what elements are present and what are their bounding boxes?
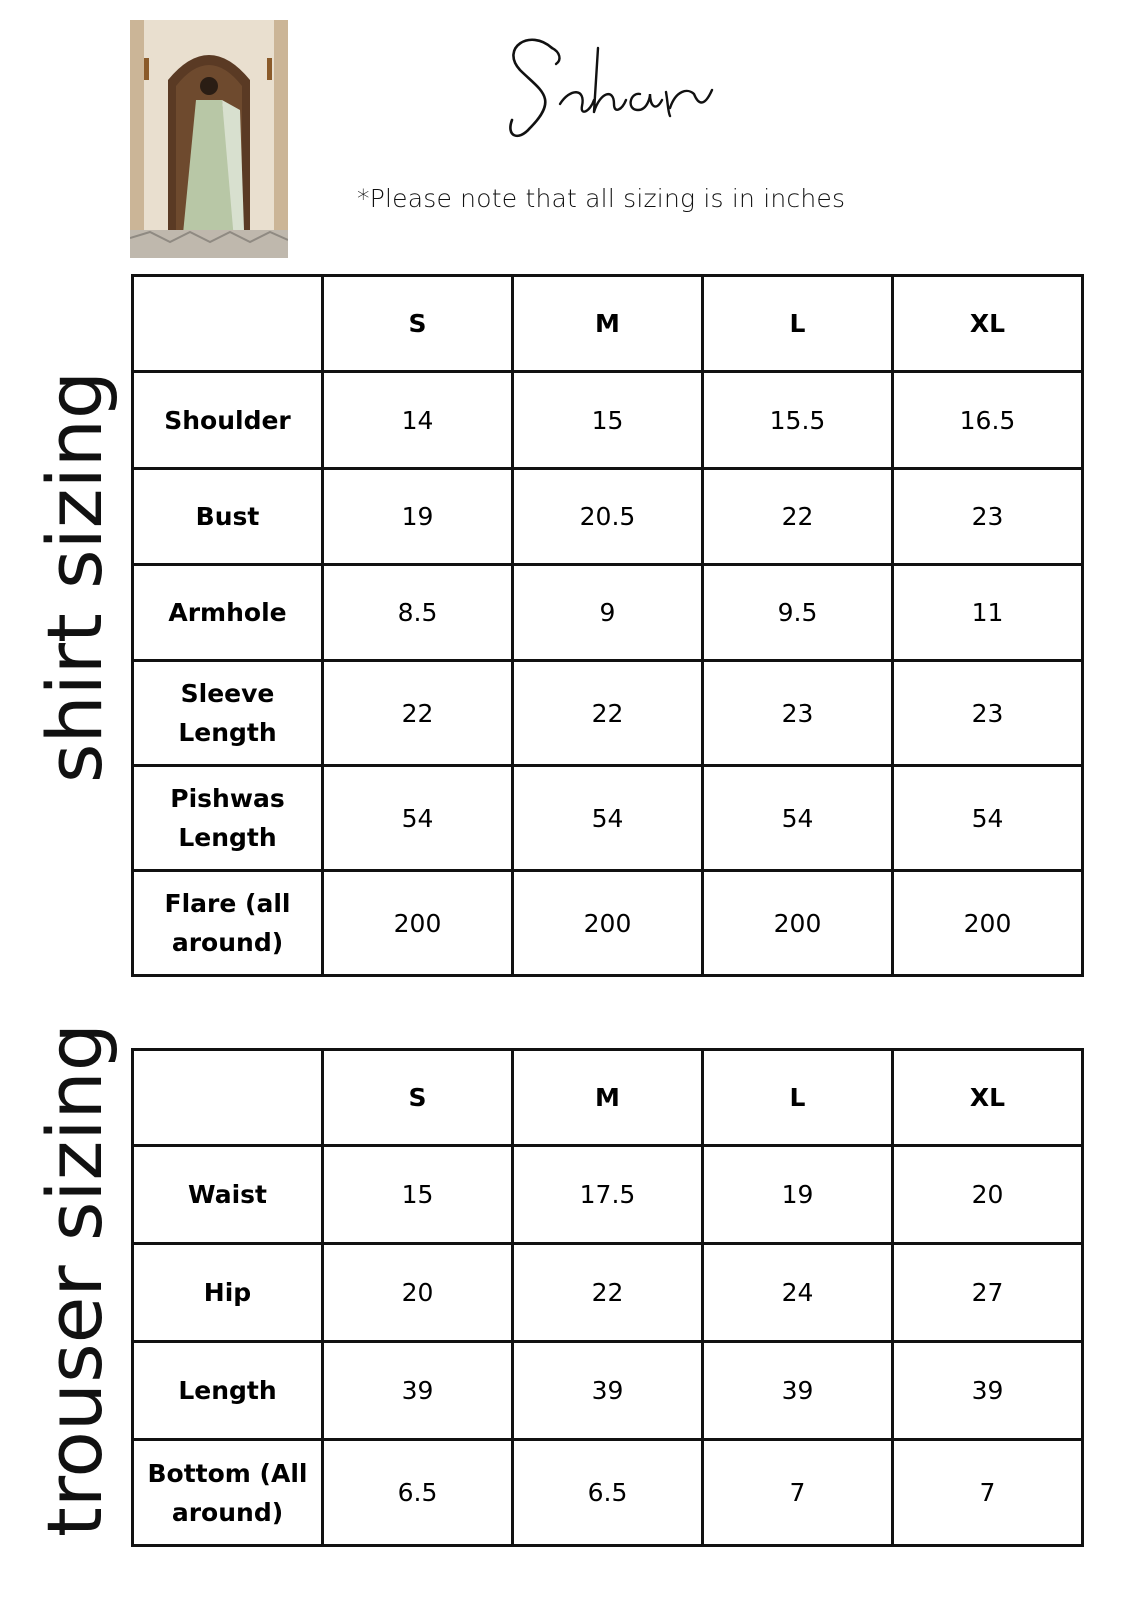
table-row: [133, 766, 1083, 871]
table-cell: 20.5: [513, 469, 703, 565]
table-cell: 8.5: [323, 565, 513, 661]
row-label: Shoulder: [133, 372, 323, 469]
table-cell: 39: [513, 1342, 703, 1440]
table-header-row: [133, 276, 1083, 372]
table-row: [133, 1342, 1083, 1440]
product-photo: [130, 20, 288, 258]
table-cell: 54: [703, 766, 893, 871]
table-cell: 39: [703, 1342, 893, 1440]
table-cell: 54: [323, 766, 513, 871]
size-header: L: [703, 276, 893, 372]
size-header: S: [323, 1050, 513, 1146]
table-cell: 23: [703, 661, 893, 766]
shirt-sizing-label: shirt sizing: [30, 370, 119, 784]
table-cell: 200: [513, 871, 703, 976]
trouser-size-table: [131, 1048, 1084, 1547]
size-header: L: [703, 1050, 893, 1146]
size-header: M: [513, 276, 703, 372]
table-cell: 23: [893, 469, 1083, 565]
table-cell: 20: [893, 1146, 1083, 1244]
table-cell: 6.5: [323, 1440, 513, 1546]
row-label: Length: [133, 1342, 323, 1440]
table-cell: 22: [513, 661, 703, 766]
table-cell: 39: [893, 1342, 1083, 1440]
table-cell: 19: [703, 1146, 893, 1244]
table-cell: 24: [703, 1244, 893, 1342]
corner-cell: [133, 1050, 323, 1146]
row-label: Armhole: [133, 565, 323, 661]
size-header: S: [323, 276, 513, 372]
table-row: [133, 1244, 1083, 1342]
table-cell: 54: [513, 766, 703, 871]
sizing-note: *Please note that all sizing is in inches: [357, 184, 846, 213]
table-cell: 15: [513, 372, 703, 469]
row-label: Waist: [133, 1146, 323, 1244]
table-cell: 16.5: [893, 372, 1083, 469]
row-label: Hip: [133, 1244, 323, 1342]
shirt-size-table: [131, 274, 1084, 977]
table-cell: 22: [323, 661, 513, 766]
corner-cell: [133, 276, 323, 372]
table-cell: 20: [323, 1244, 513, 1342]
row-label: Bust: [133, 469, 323, 565]
trouser-sizing-label: trouser sizing: [30, 1023, 119, 1537]
table-cell: 39: [323, 1342, 513, 1440]
row-label: Pishwas Length: [133, 766, 323, 871]
table-cell: 6.5: [513, 1440, 703, 1546]
table-cell: 7: [703, 1440, 893, 1546]
row-label: Sleeve Length: [133, 661, 323, 766]
table-cell: 200: [703, 871, 893, 976]
table-cell: 200: [893, 871, 1083, 976]
row-label: Flare (all around): [133, 871, 323, 976]
table-cell: 15: [323, 1146, 513, 1244]
table-cell: 200: [323, 871, 513, 976]
table-cell: 17.5: [513, 1146, 703, 1244]
table-cell: 22: [703, 469, 893, 565]
table-row: [133, 565, 1083, 661]
table-cell: 15.5: [703, 372, 893, 469]
table-row: [133, 1146, 1083, 1244]
brand-title-script: [490, 8, 730, 158]
size-header: M: [513, 1050, 703, 1146]
table-header-row: [133, 1050, 1083, 1146]
table-row: [133, 661, 1083, 766]
table-row: [133, 871, 1083, 976]
table-cell: 22: [513, 1244, 703, 1342]
row-label: Bottom (All around): [133, 1440, 323, 1546]
size-header: XL: [893, 276, 1083, 372]
table-cell: 27: [893, 1244, 1083, 1342]
table-cell: 54: [893, 766, 1083, 871]
table-cell: 11: [893, 565, 1083, 661]
size-header: XL: [893, 1050, 1083, 1146]
table-cell: 14: [323, 372, 513, 469]
table-row: [133, 372, 1083, 469]
table-cell: 19: [323, 469, 513, 565]
table-cell: 7: [893, 1440, 1083, 1546]
table-cell: 9.5: [703, 565, 893, 661]
table-row: [133, 469, 1083, 565]
table-cell: 9: [513, 565, 703, 661]
table-cell: 23: [893, 661, 1083, 766]
table-row: [133, 1440, 1083, 1546]
